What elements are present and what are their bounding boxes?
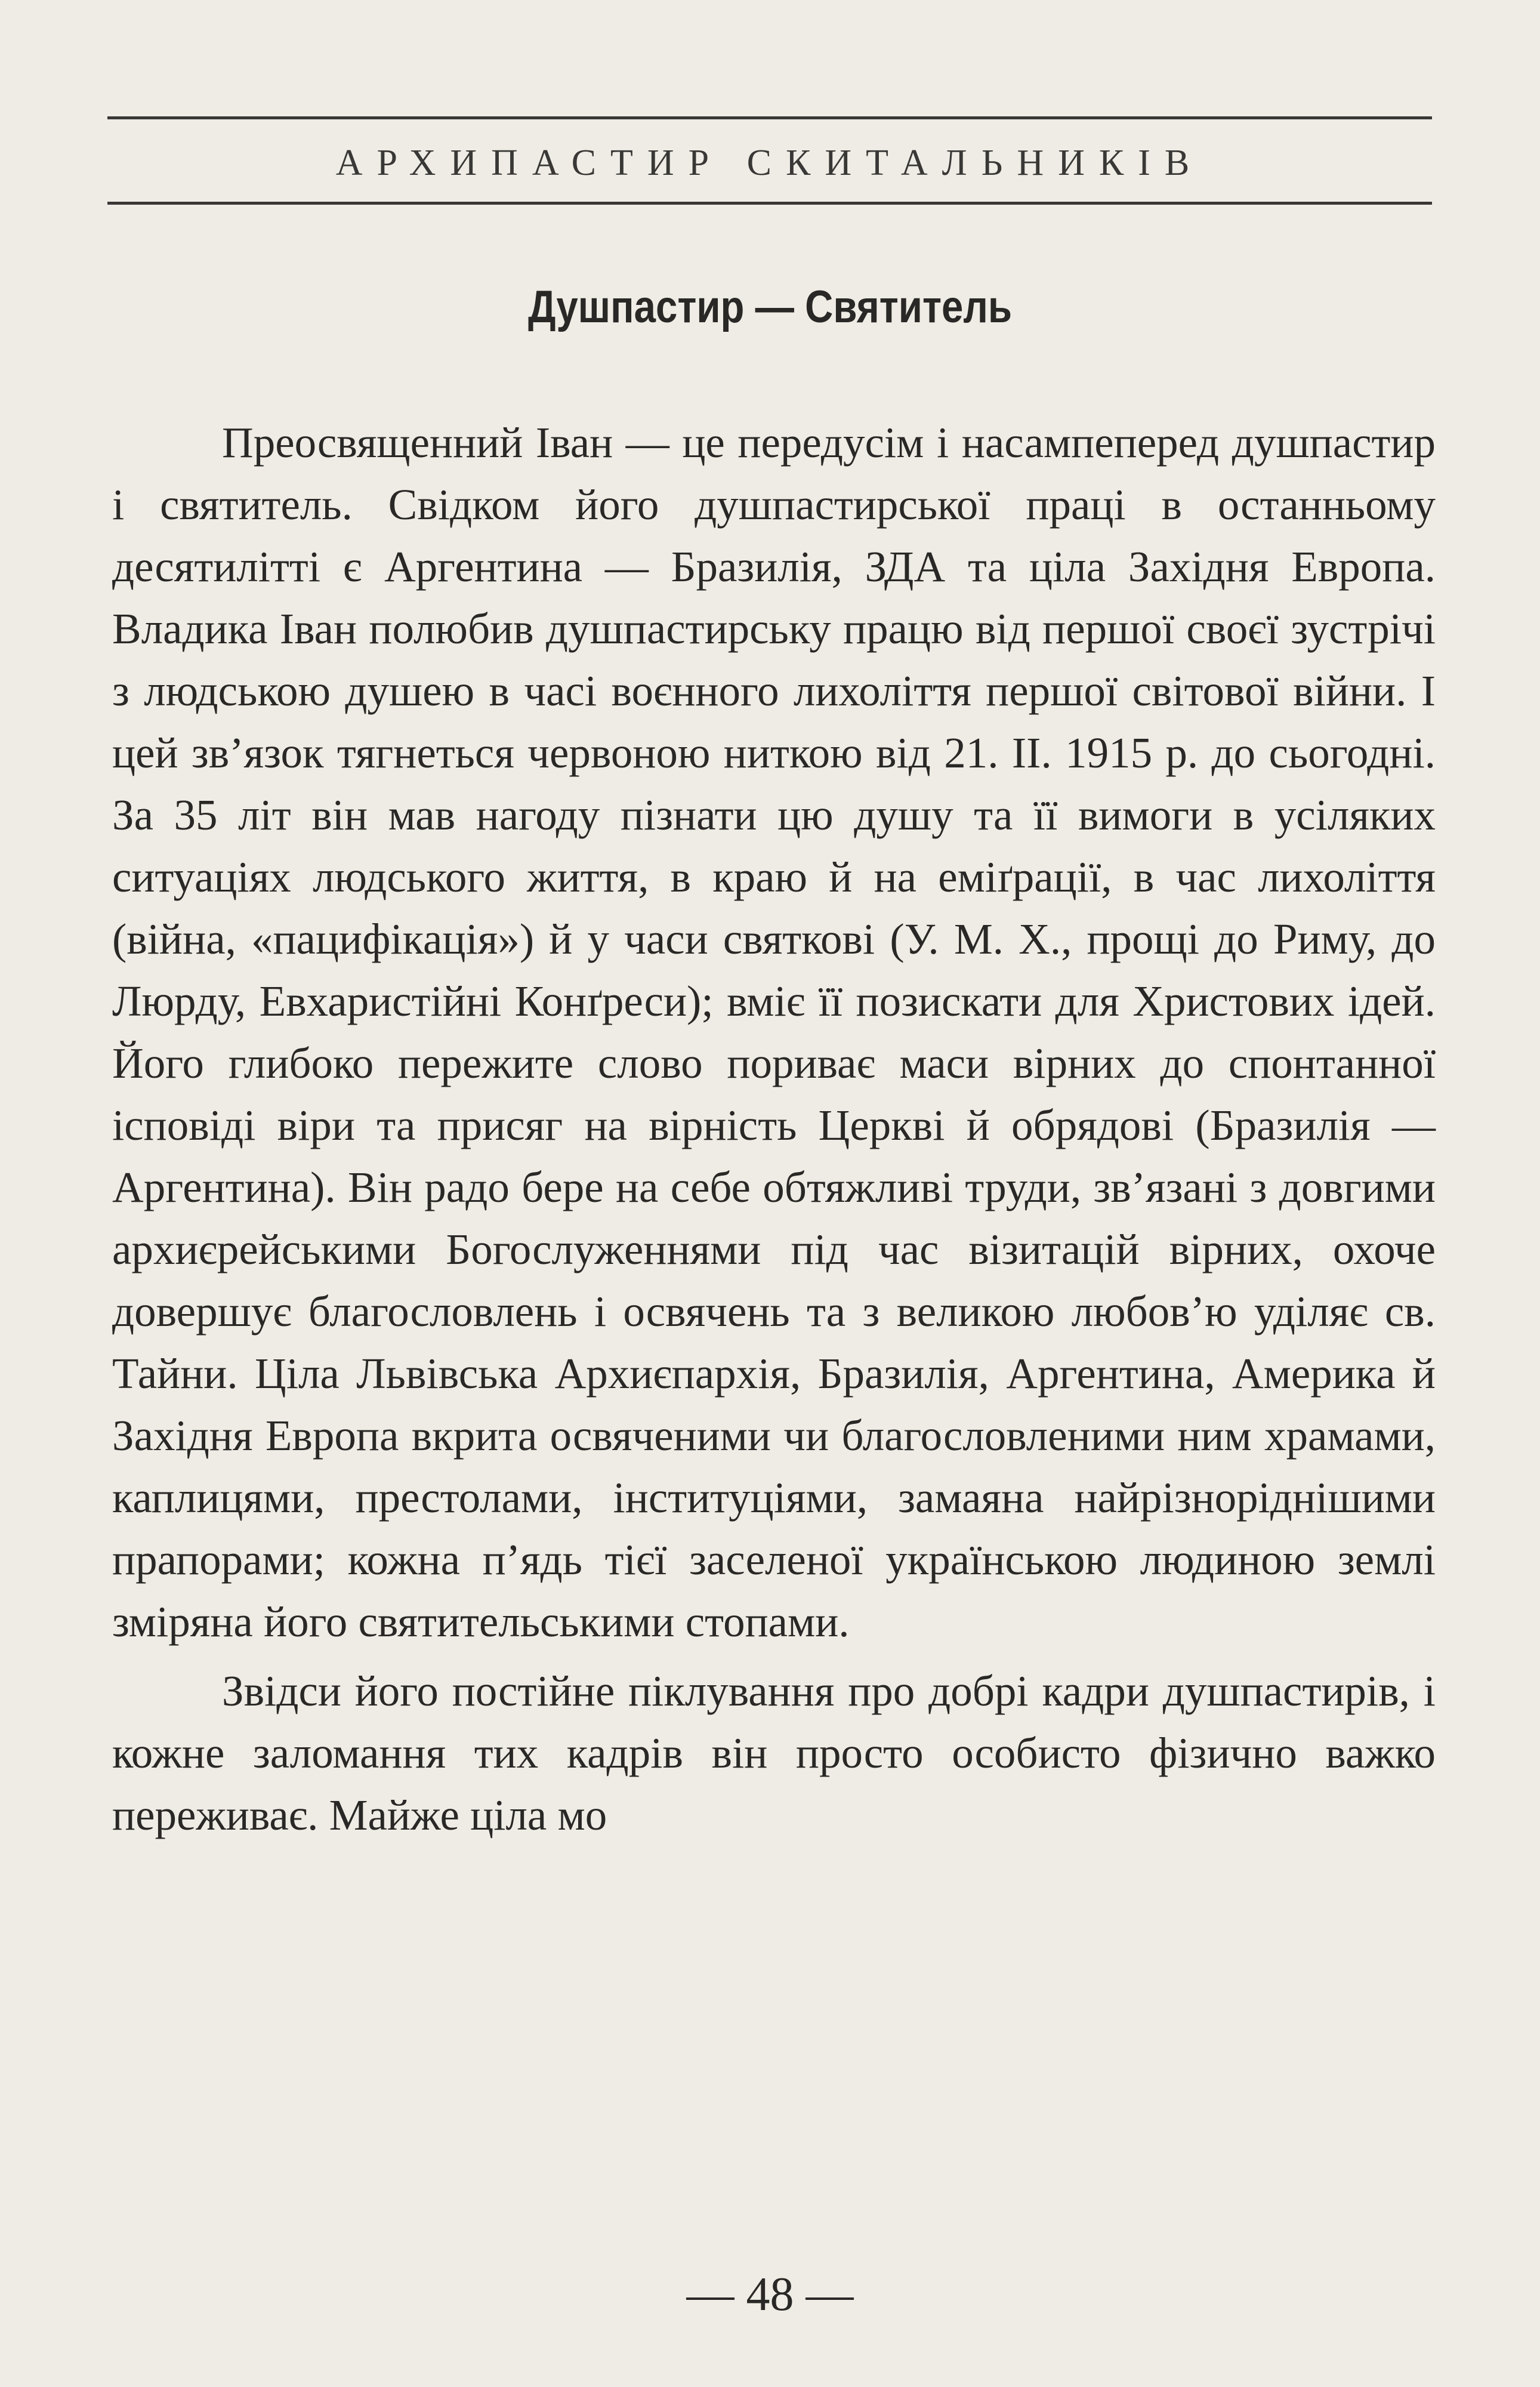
header-rule-bottom <box>107 202 1432 205</box>
paragraph: Звідси його постійне піклування про добрі кадри душпастирів, і кожне заломання тих кадрів він просто особисто фізично важко переживає. Майже ціла мо <box>112 1667 1436 1839</box>
running-head-title: АРХИПАСТИР СКИТАЛЬНИКІВ <box>335 143 1204 183</box>
running-head <box>107 116 1432 205</box>
section-title: Душпастир — Святитель <box>527 282 1013 332</box>
page-number: — 48 — <box>686 2268 854 2321</box>
body-text <box>112 412 1436 1846</box>
paragraph: Преосвященний Іван — це передусім і насампеперед душпастир і святитель. Свідком його душпастирської праці в останньому десятилітті є Аргентина — Бразилія, ЗДА та ціла Західня Европа. Владика Іван полюбив душпастирську працю від першої своєї зустрічі з людською душею в часі воєнного лихоліття першої світової війни. І цей зв’язок тягнеться червоною ниткою від 21. II. 1915 р. до сьогодні. За 35 літ він мав нагоду пізнати цю душу та її вимоги в усіляких ситуаціях людського життя, в краю й на еміґрації, в час лихоліття (війна, «пацифікація») й у часи святкові (У. М. Х., прощі до Риму, до Люрду, Евхаристійні Конґреси); вміє її позискати для Христових ідей. Його глибоко пережите слово пориває маси вірних до спонтанної іcповіді віри та присяг на вірність Церкві й обрядові (Бразилія — Аргентина). Він радо бере на себе обтяжливі труди, зв’язані з довгими архиєрейськими Богослуженнями під час візитацій вірних, охоче довершує благословлень і освячень та з великою любов’ю уділяє св. Тайни. Ціла Львівська Архиєпархія, Бразилія, Аргентина, Америка й Західня Европа вкрита освяченими чи благословленими ним храмами, каплицями, престолами, інституціями, замаяна найрізноріднішими прапорами; кожна п’ядь тієї заселеної українською людиною землі зміряна його святительськими стопами. <box>112 418 1436 1646</box>
header-rule-top <box>107 116 1432 119</box>
